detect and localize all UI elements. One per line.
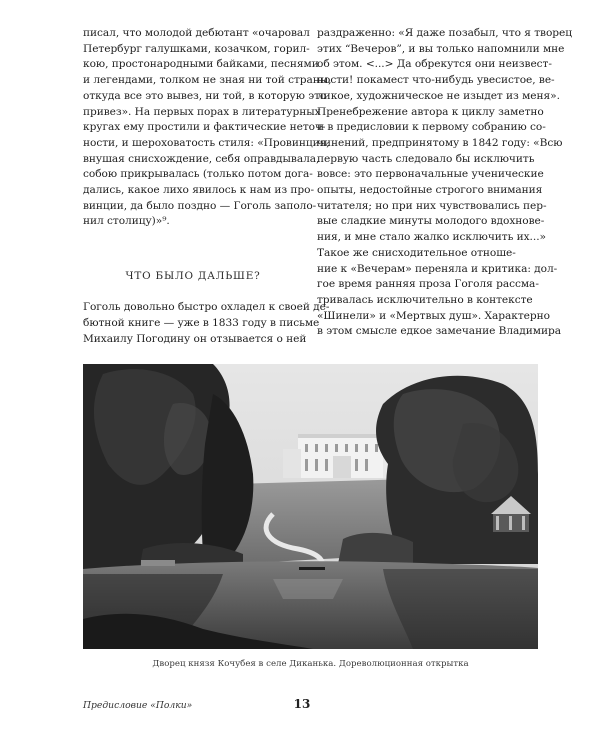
- text-line: кою, простонародными байками, песнями: [83, 58, 319, 71]
- text-line: и в предисловии к первому собранию со-: [317, 121, 546, 134]
- text-line: читателя; но при них чувствовались пер-: [317, 199, 547, 212]
- text-line: дались, какое лихо явилось к нам из про-: [83, 184, 315, 197]
- left-column: [83, 26, 332, 230]
- text-line: ности, и шероховатость стиля: «Провинция,: [83, 136, 330, 149]
- text-line: опыты, недостойные строгого внимания: [317, 184, 543, 197]
- text-line: вовсе: это первоначальные ученические: [317, 168, 544, 181]
- text-line: «Шинели» и «Мертвых душ». Характерно: [317, 309, 550, 322]
- text-line: собою прикрывалась (только потом дога-: [83, 168, 313, 181]
- text-line: чинений, предпринятому в 1842 году: «Всю: [317, 136, 563, 149]
- text-line: первую часть следовало бы исключить: [317, 152, 535, 165]
- text-line: Гоголь довольно быстро охладел к своей де-: [83, 301, 330, 313]
- text-line: внушая снисхождение, себя оправдывала,: [83, 152, 320, 165]
- text-line: раздраженно: «Я даже позабыл, что я творец: [317, 27, 573, 39]
- text-line: об этом. <...> Да обрекутся они неизвест-: [317, 58, 552, 71]
- text-line: в этом смысле едкое замечание Владимира: [317, 325, 561, 338]
- text-line: ние к «Вечерам» переняла и критика: дол-: [317, 262, 558, 275]
- right-column: [317, 26, 573, 340]
- text-line: ликое, художническое не изыдет из меня».: [317, 89, 560, 102]
- text-line: кругах ему простили и фактические неточ-: [83, 121, 326, 134]
- palace-photograph: [83, 364, 538, 649]
- text-line: ния, и мне стало жалко исключить их...»: [317, 231, 546, 244]
- text-line: бютной книге — уже в 1833 году в письме: [83, 317, 320, 330]
- left-column-continued: [83, 299, 330, 348]
- text-line: ности! покамест что-нибудь увесистое, ве-: [317, 74, 555, 87]
- photo-caption: Дворец князя Кочубея в селе Диканька. Дореволюционная открытка: [152, 659, 469, 669]
- text-line: и легендами, толком не зная ни той страны,: [83, 74, 332, 87]
- text-line: Петербург галушками, козачком, горил-: [83, 42, 310, 55]
- text-line: тривалась исключительно в контексте: [317, 293, 533, 306]
- running-title: Предисловие «Полки»: [83, 700, 193, 711]
- text-line: вые сладкие минуты молодого вдохнове-: [317, 215, 545, 228]
- text-line: откуда все это вывез, ни той, в которую это: [83, 89, 327, 102]
- section-heading: ЧТО БЫЛО ДАЛЬШЕ?: [125, 270, 261, 282]
- text-line: привез». На первых порах в литературных: [83, 105, 321, 118]
- text-line: Пренебрежение автора к циклу заметно: [317, 105, 544, 118]
- text-line: этих “Вечеров”, и вы только напомнили мне: [317, 42, 565, 55]
- text-line: нил столицу)»⁹.: [83, 215, 170, 228]
- text-line: винции, да было поздно — Гоголь заполо-: [83, 199, 317, 212]
- text-line: писал, что молодой дебютант «очаровал: [83, 27, 310, 39]
- text-line: Михаилу Погодину он отзывается о ней: [83, 333, 307, 346]
- text-line: Такое же снисходительное отноше-: [317, 246, 516, 259]
- page-number: 13: [293, 697, 311, 711]
- text-line: гое время ранняя проза Гоголя рассма-: [317, 278, 539, 291]
